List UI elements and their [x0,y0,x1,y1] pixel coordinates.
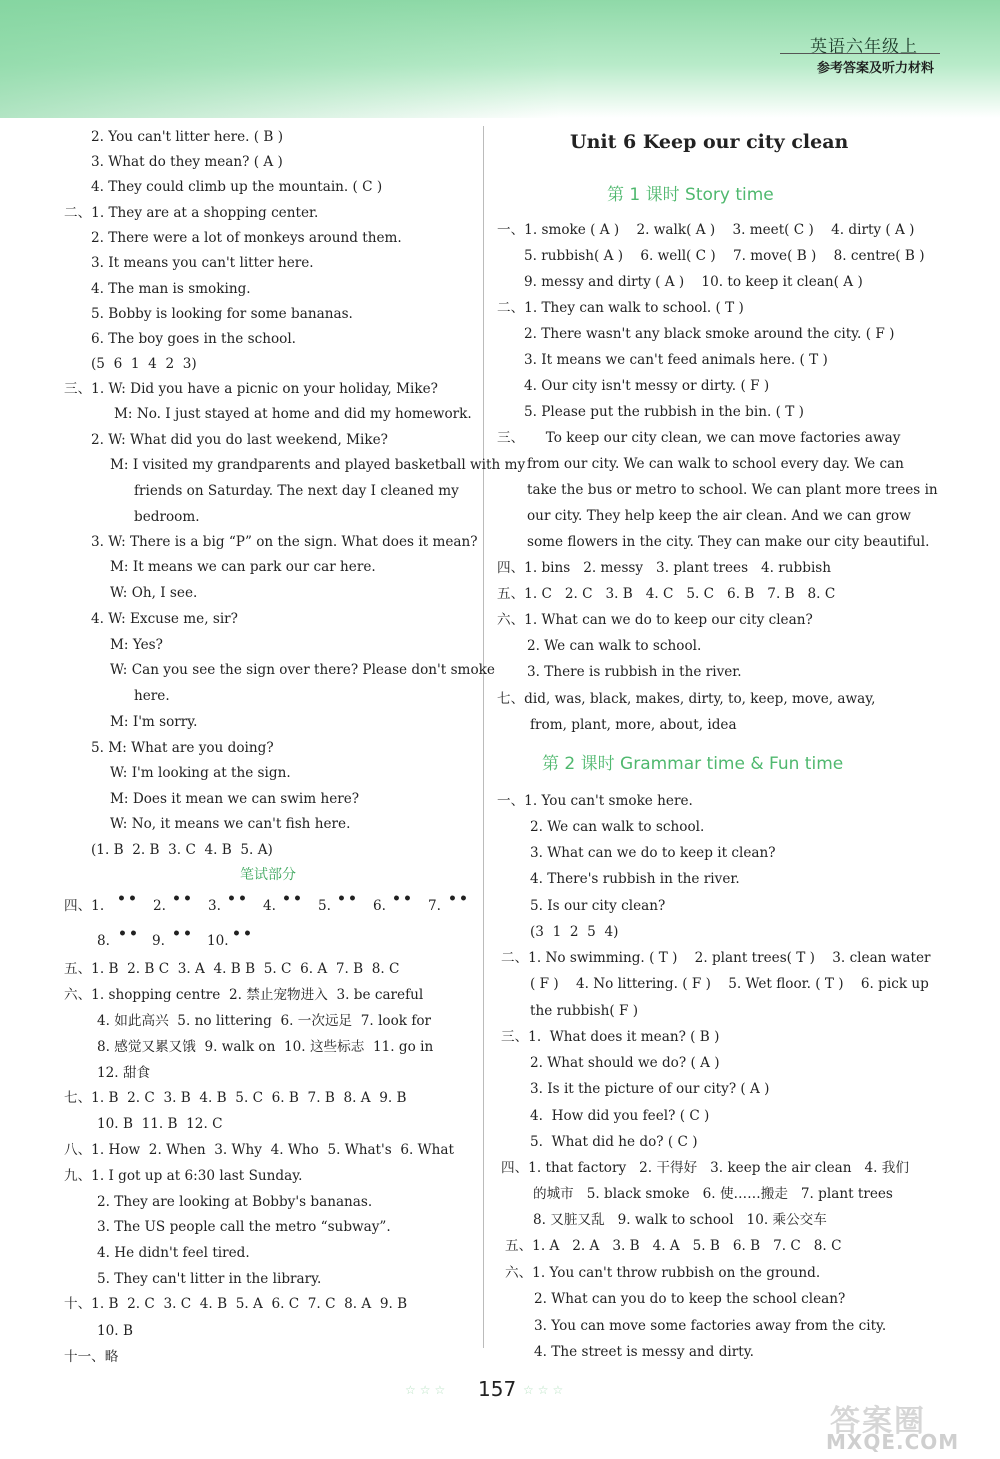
answer-line: 六、1. shopping centre 2. 禁止宠物进入 3. be careful [64,987,424,1003]
answer-label: 7. [428,898,441,914]
answer-line: 三、 To keep our city clean, we can move factories away [497,430,901,446]
lesson-2-title: 第 2 课时 Grammar time & Fun time [542,754,844,774]
answer-line: 六、1. What can we do to keep our city clean? [497,612,813,628]
answer-line: 4. There's rubbish in the river. [530,871,740,887]
answer-label: 10. [207,933,229,949]
answer-line: 9. messy and dirty ( A ) 10. to keep it clean( A ) [524,274,863,290]
watermark-url: MXQE.COM [826,1430,960,1454]
answer-line: 4. 如此高兴 5. no littering 6. 一次远足 7. look for [97,1013,432,1029]
answer-label: 4. [263,898,276,914]
answer-line: 2. You can't litter here. ( B ) [91,129,284,145]
answer-line: 3. Is it the picture of our city? ( A ) [530,1081,770,1097]
unit-title: Unit 6 Keep our city clean [570,131,849,153]
book-subtitle: 参考答案及听力材料 [816,61,934,76]
answer-line: 3. It means we can't feed animals here. ( T ) [524,352,828,368]
answer-line: ( F ) 4. No littering. ( F ) 5. Wet floor. ( T ) 6. pick up [530,976,929,992]
answer-line: 十、1. B 2. C 3. C 4. B 5. A 6. C 7. C 8. A 9. B [64,1296,408,1312]
answer-line: 二、1. They are at a shopping center. [64,205,319,221]
watermark-logo: 答案圈 [830,1404,926,1439]
answer-line: M: I visited my grandparents and played basketball with my [110,457,526,473]
answer-line: 6. The boy goes in the school. [91,331,296,347]
answer-line: 2. They are looking at Bobby's bananas. [97,1194,373,1210]
answer-line: 5. Bobby is looking for some bananas. [91,306,353,322]
answer-line: 一、1. You can't smoke here. [497,793,693,809]
answer-label: 2. [153,898,166,914]
answer-line: 3. W: There is a big “P” on the sign. What does it mean? [91,534,478,550]
answer-line: W: I'm looking at the sign. [110,765,291,781]
answer-line: 五、1. B 2. B C 3. A 4. B B 5. C 6. A 7. B 8. C [64,961,400,977]
answer-line: 九、1. I got up at 6:30 last Sunday. [64,1168,303,1184]
answer-line: 3. You can move some factories away from the city. [534,1318,887,1334]
answer-line: 8. 又脏又乱 9. walk to school 10. 乘公交车 [533,1212,827,1228]
stress-dots: •• [227,891,249,907]
stress-dots: •• [448,891,470,907]
written-section-title: 笔试部分 [240,867,296,883]
column-divider [483,126,484,1348]
answer-label: 8. [97,933,110,949]
stress-dots: •• [117,891,139,907]
lesson-1-title: 第 1 课时 Story time [607,185,774,205]
answer-line: from, plant, more, about, idea [530,717,737,733]
answer-line: 的城市 5. black smoke 6. 使……搬走 7. plant trees [533,1186,893,1202]
answer-line: some flowers in the city. They can make our city beautiful. [527,534,930,550]
answer-line: 五、1. A 2. A 3. B 4. A 5. B 6. B 7. C 8. C [505,1238,842,1254]
answer-line: bedroom. [134,509,200,525]
answer-line: 5. rubbish( A ) 6. well( C ) 7. move( B ) 8. centre( B ) [524,248,925,264]
answer-line: 五、1. C 2. C 3. B 4. C 5. C 6. B 7. B 8. C [497,586,836,602]
answer-line: 4. They could climb up the mountain. ( C ) [91,179,383,195]
answer-line: 5. They can't litter in the library. [97,1271,322,1287]
answer-line: 二、1. No swimming. ( T ) 2. plant trees( T ) 3. clean water [501,950,931,966]
answer-line: (1. B 2. B 3. C 4. B 5. A) [91,842,273,858]
stress-dots: •• [232,926,254,942]
answer-line: take the bus or metro to school. We can plant more trees in [527,482,938,498]
answer-line: 4. Our city isn't messy or dirty. ( F ) [524,378,770,394]
answer-line: 3. The US people call the metro “subway”. [97,1219,391,1235]
answer-line: 七、1. B 2. C 3. B 4. B 5. C 6. B 7. B 8. A 9. B [64,1090,407,1106]
answer-line: 2. We can walk to school. [530,819,705,835]
answer-line: 八、1. How 2. When 3. Why 4. Who 5. What's 6. What [64,1142,454,1158]
answer-line: 4. How did you feel? ( C ) [530,1108,710,1124]
answer-line: M: It means we can park our car here. [110,559,376,575]
answer-line: 2. There wasn't any black smoke around the city. ( F ) [524,326,895,342]
answer-line: 六、1. You can't throw rubbish on the ground. [505,1265,821,1281]
answer-line: 4. The street is messy and dirty. [534,1344,754,1360]
answer-line: 4. The man is smoking. [91,281,251,297]
answer-line: 2. What can you do to keep the school clean? [534,1291,846,1307]
page-number: 157 [478,1377,517,1401]
answer-line: (5 6 1 4 2 3) [91,356,197,372]
answer-line: M: No. I just stayed at home and did my homework. [114,406,472,422]
answer-line: 10. B [97,1323,133,1339]
answer-line: W: Can you see the sign over there? Please don't smoke [110,662,495,678]
answer-line: W: No, it means we can't fish here. [110,816,351,832]
stress-dots: •• [172,926,194,942]
answer-line: 三、1. What does it mean? ( B ) [501,1029,720,1045]
answer-line: 3. What can we do to keep it clean? [530,845,776,861]
answer-line: 四、1. bins 2. messy 3. plant trees 4. rubbish [497,560,832,576]
answer-line: 二、1. They can walk to school. ( T ) [497,300,744,316]
answer-line: W: Oh, I see. [110,585,198,601]
answer-line: the rubbish( F ) [530,1003,638,1019]
answer-line: 3. It means you can't litter here. [91,255,314,271]
answer-line: 2. W: What did you do last weekend, Mike? [91,432,388,448]
answer-line: from our city. We can walk to school every day. We can [527,456,904,472]
star-decoration-right: ☆☆☆ [523,1383,568,1397]
answer-line: 5. What did he do? ( C ) [530,1134,698,1150]
stress-dots: •• [282,891,304,907]
star-decoration-left: ☆☆☆ [405,1383,450,1397]
answer-line: 5. M: What are you doing? [91,740,274,756]
answer-line: 10. B 11. B 12. C [97,1116,223,1132]
book-title: 英语六年级上 [810,37,918,57]
answer-line: 5. Is our city clean? [530,898,666,914]
answer-line: 一、1. smoke ( A ) 2. walk( A ) 3. meet( C ) 4. dirty ( A ) [497,222,915,238]
answer-line: our city. They help keep the air clean. And we can grow [527,508,911,524]
answer-line: 2. There were a lot of monkeys around them. [91,230,402,246]
answer-line: 2. We can walk to school. [527,638,702,654]
stress-dots: •• [392,891,414,907]
answer-line: 3. What do they mean? ( A ) [91,154,283,170]
header-divider [780,53,940,54]
answer-line: 三、1. W: Did you have a picnic on your holiday, Mike? [64,381,438,397]
stress-dots: •• [118,926,140,942]
answer-line: here. [134,688,170,704]
answer-label: 6. [373,898,386,914]
answer-label: 3. [208,898,221,914]
answer-line: 四、1. [64,898,105,914]
stress-dots: •• [337,891,359,907]
answer-line: 四、1. that factory 2. 干得好 3. keep the air clean 4. 我们 [501,1160,909,1176]
answer-line: 4. W: Excuse me, sir? [91,611,238,627]
answer-line: 4. He didn't feel tired. [97,1245,250,1261]
answer-line: 七、did, was, black, makes, dirty, to, keep, move, away, [497,691,876,707]
answer-line: M: Yes? [110,637,163,653]
answer-label: 9. [152,933,165,949]
answer-label: 5. [318,898,331,914]
header-decoration [0,0,560,118]
answer-line: M: Does it mean we can swim here? [110,791,360,807]
answer-line: M: I'm sorry. [110,714,198,730]
answer-line: (3 1 2 5 4) [530,924,619,940]
answer-line: 8. 感觉又累又饿 9. walk on 10. 这些标志 11. go in [97,1039,434,1055]
answer-line: 2. What should we do? ( A ) [530,1055,720,1071]
answer-line: 3. There is rubbish in the river. [527,664,742,680]
answer-line: 12. 甜食 [97,1065,151,1081]
answer-line: 十一、略 [64,1349,119,1365]
answer-line: friends on Saturday. The next day I cleaned my [134,483,459,499]
stress-dots: •• [172,891,194,907]
answer-line: 5. Please put the rubbish in the bin. ( T ) [524,404,804,420]
